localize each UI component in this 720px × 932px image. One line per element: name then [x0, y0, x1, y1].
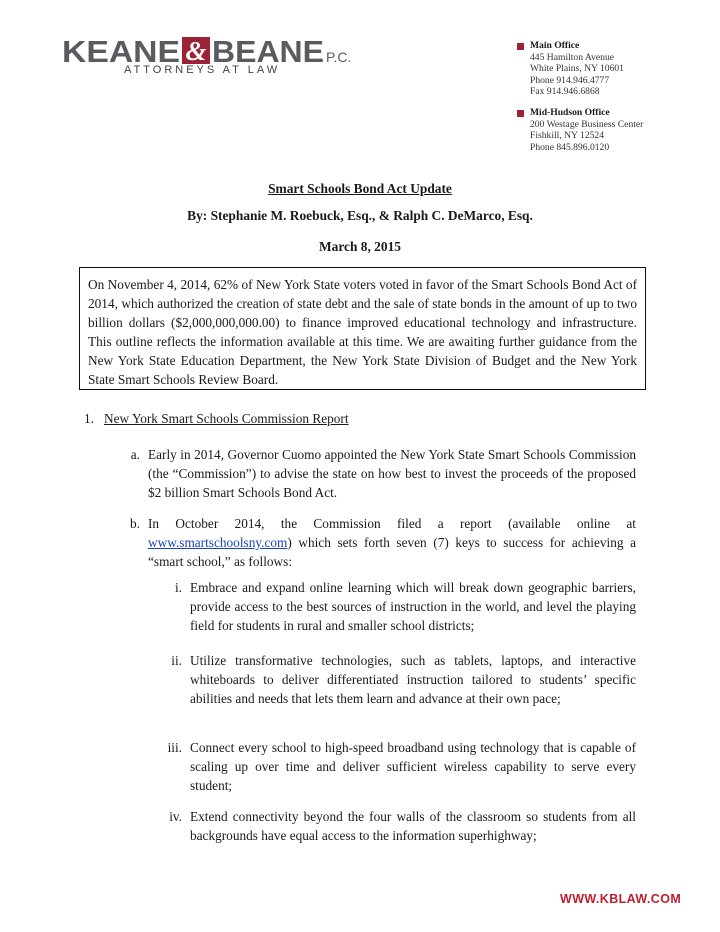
footer-website[interactable]: WWW.KBLAW.COM — [560, 892, 682, 906]
section-number: 1. — [84, 411, 94, 426]
main-office-line: Fax 914.946.6868 — [530, 86, 600, 98]
item-text-after: ) which sets forth seven (7) keys to success for achieving a “smart school,” as follows: — [148, 535, 636, 569]
main-office-line: White Plains, NY 10601 — [530, 63, 624, 75]
item-marker: a. — [130, 447, 140, 462]
mid-hudson-office-block — [517, 107, 707, 153]
svg-text:P.C.: P.C. — [326, 49, 352, 65]
sub-item-text: Extend connectivity beyond the four walls of the classroom so students from all backgrounds have equal access to the information superhighway; — [190, 809, 636, 843]
section-heading — [84, 409, 644, 428]
firm-logo — [62, 34, 362, 84]
sub-item-text: Connect every school to high-speed broadband using technology that is capable of scaling up over time and deliver sufficient wireless capability to serve every student; — [190, 740, 636, 793]
svg-text:BEANE: BEANE — [212, 34, 324, 68]
main-office-heading: Main Office — [530, 40, 580, 51]
mid-hudson-office-heading: Mid-Hudson Office — [530, 107, 610, 118]
svg-text:KEANE: KEANE — [62, 34, 180, 68]
sub-item-marker: i. — [174, 580, 182, 595]
document-title: Smart Schools Bond Act Update — [268, 181, 452, 196]
document-date: March 8, 2015 — [319, 239, 401, 254]
sub-item-ii — [0, 651, 720, 731]
sub-item-marker: iii. — [167, 740, 182, 755]
main-office-line: Phone 914.946.4777 — [530, 74, 610, 86]
document-authors: By: Stephanie M. Roebuck, Esq., & Ralph C. DeMarco, Esq. — [187, 208, 533, 223]
sub-item-text: Utilize transformative technologies, such as tablets, laptops, and interactive whiteboards to deliver differentiated instruction tailored to students’ specific abilities and needs that lets them learn and advance at their own pace; — [190, 653, 636, 706]
mid-hudson-office-line: Fishkill, NY 12524 — [530, 130, 605, 142]
summary-box: On November 4, 2014, 62% of New York State voters voted in favor of the Smart Schools Bond Act of 2014, which authorized the creation of state debt and the sale of state bonds in the amount of up to two billion dollars ($2,000,000,000.00) to finance improved educational technology and infrastructure. This outline reflects the information available at this time. We are awaiting further guidance from the New York State Education Department, the New York State Division of Budget and the New York State Smart Schools Review Board. — [79, 267, 646, 390]
sub-item-text: Embrace and expand online learning which will break down geographic barriers, provide access to the best sources of instruction in the world, and level the playing field for students in rural and smaller school districts; — [190, 580, 636, 633]
sub-item-iii — [0, 738, 720, 798]
item-text-before: In October 2014, the Commission filed a report (available online at — [148, 516, 636, 531]
main-office-line: 445 Hamilton Avenue — [530, 51, 615, 63]
item-text — [148, 514, 636, 571]
firm-logo-mark — [62, 34, 362, 68]
square-bullet-icon — [517, 43, 524, 50]
list-item-a — [0, 445, 720, 505]
svg-text:&: & — [185, 36, 207, 66]
main-office-block — [517, 40, 707, 98]
sub-item-marker: iv. — [169, 809, 182, 824]
mid-hudson-office-line: Phone 845.896.0120 — [530, 141, 610, 153]
item-marker: b. — [130, 516, 140, 531]
smartschoolsny-link[interactable]: www.smartschoolsny.com — [148, 535, 288, 550]
section-heading-text: New York Smart Schools Commission Report — [104, 411, 349, 426]
item-text: Early in 2014, Governor Cuomo appointed the New York State Smart Schools Commission (the “Commission”) to advise the state on how best to invest the proceeds of the proposed $2 billion Smart Schools Bond Act. — [148, 447, 636, 500]
firm-subtitle: ATTORNEYS AT LAW — [124, 64, 281, 76]
sub-item-i — [0, 578, 720, 638]
mid-hudson-office-line: 200 Westage Business Center — [530, 118, 644, 130]
list-item-b — [0, 514, 720, 574]
sub-item-marker: ii. — [171, 653, 182, 668]
square-bullet-icon — [517, 110, 524, 117]
sub-item-iv — [0, 807, 720, 847]
